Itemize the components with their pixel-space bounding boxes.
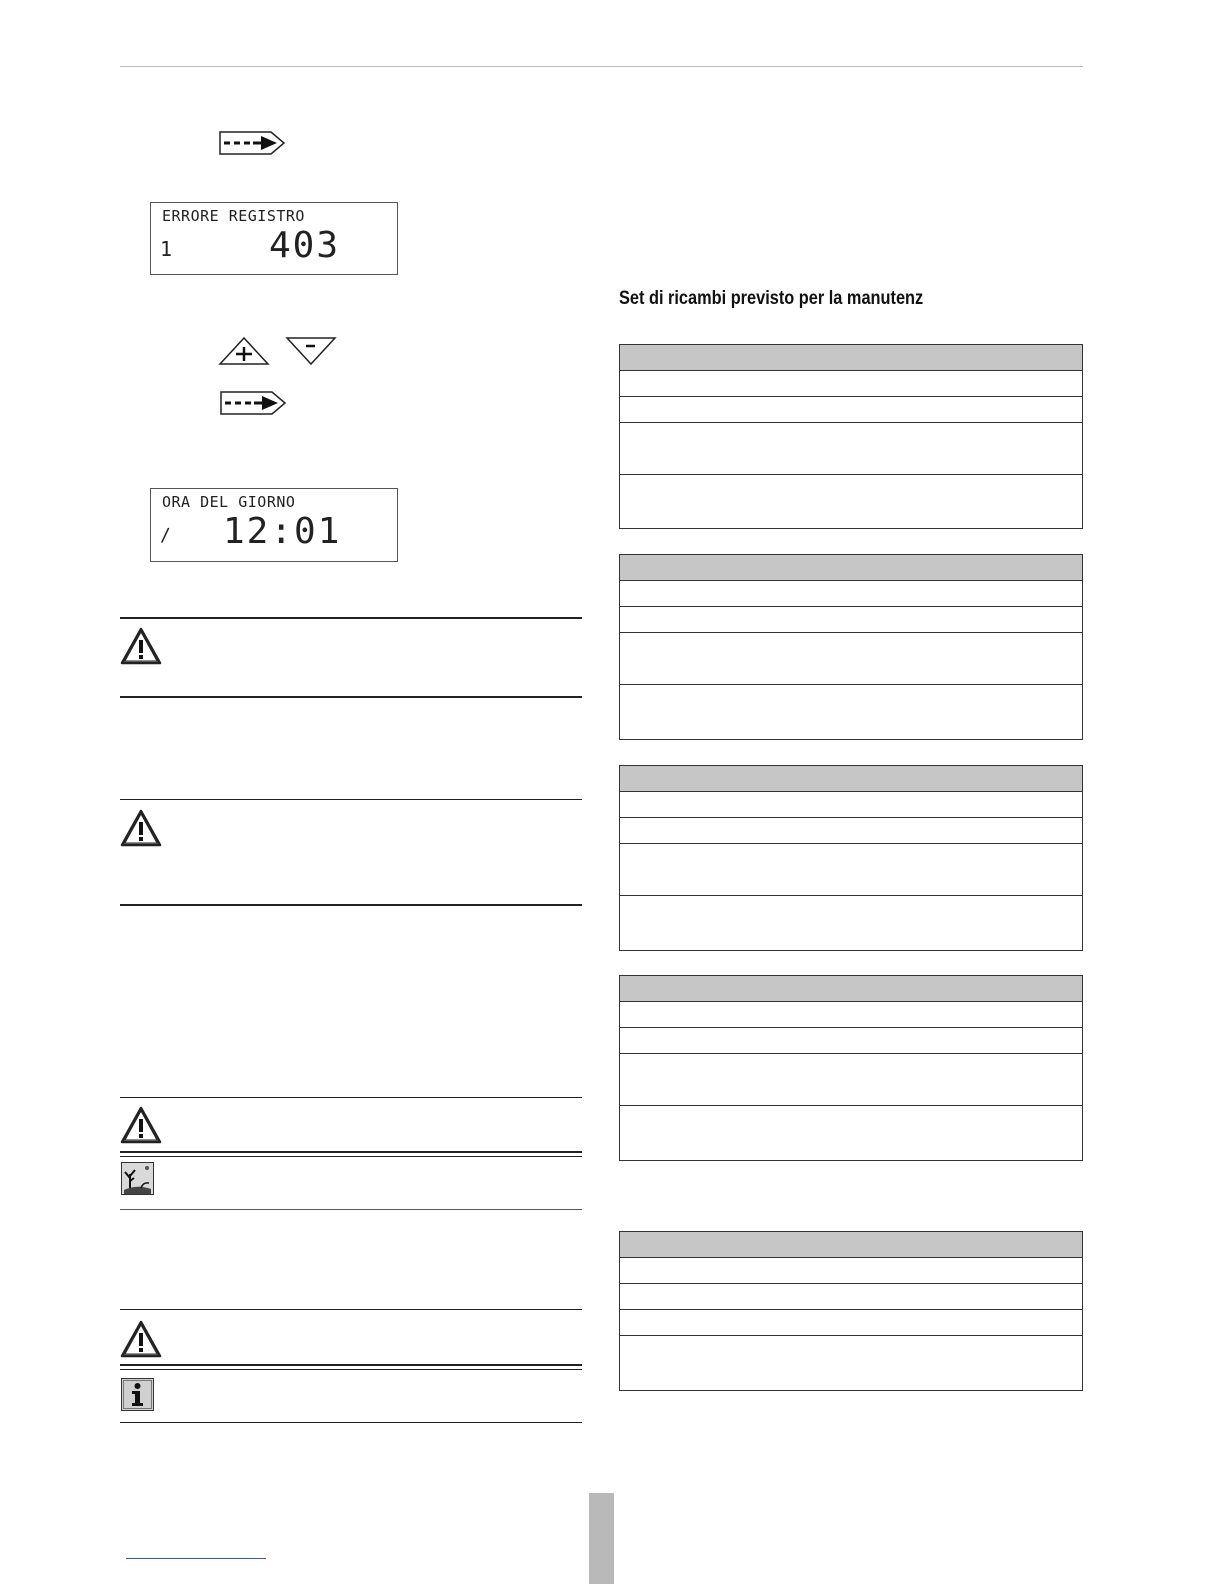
notice-rule [120,904,582,906]
notice-rule [120,1369,582,1370]
table-header [620,345,1082,370]
spare-parts-table [619,554,1083,740]
table-row [620,843,1082,895]
page-tab [589,1493,614,1584]
warning-triangle-icon [120,1320,162,1358]
spare-parts-table [619,344,1083,529]
table-row [620,1105,1082,1157]
section-title: Set di ricambi previsto per la manutenz [619,288,924,309]
footer-link[interactable] [126,1558,266,1559]
table-row [620,396,1082,422]
table-row [620,474,1082,526]
table-row [620,632,1082,684]
header-rule [120,66,1083,67]
info-icon [121,1378,154,1411]
notice-rule [120,799,582,800]
minus-key-icon[interactable] [285,336,337,366]
next-arrow-key-icon[interactable] [219,131,285,155]
table-header [620,766,1082,791]
spare-parts-table [619,765,1083,951]
notice-rule [120,696,582,698]
display-title: ORA DEL GIORNO [162,493,296,511]
notice-rule [120,1156,582,1157]
notice-rule [120,1151,582,1153]
notice-rule [120,1097,582,1098]
table-row [620,1001,1082,1027]
display-value: 403 [269,225,341,266]
notice-rule [120,617,582,619]
table-row [620,606,1082,632]
display-indicator: ∕ [160,525,171,546]
plus-key-icon[interactable] [218,336,270,366]
table-row [620,580,1082,606]
table-header [620,976,1082,1001]
table-row [620,1309,1082,1335]
table-row [620,1257,1082,1283]
notice-rule [120,1209,582,1210]
notice-rule [120,1364,582,1366]
spare-parts-table [619,975,1083,1161]
table-row [620,370,1082,396]
warning-triangle-icon [120,1106,162,1144]
table-row [620,684,1082,736]
display-value: 12:01 [223,511,342,552]
table-header [620,555,1082,580]
table-row [620,1283,1082,1309]
environment-icon [121,1162,154,1195]
table-row [620,1335,1082,1361]
table-row [620,895,1082,947]
next-arrow-key-icon[interactable] [220,391,286,415]
table-row [620,817,1082,843]
display-index: 1 [160,237,173,261]
warning-triangle-icon [120,809,162,847]
display-title: ERRORE REGISTRO [162,207,305,225]
table-row [620,422,1082,474]
warning-triangle-icon [120,627,162,665]
table-row [620,1027,1082,1053]
error-log-display [150,202,398,275]
time-of-day-display [150,488,398,562]
table-header [620,1232,1082,1257]
notice-rule [120,1422,582,1423]
table-row [620,791,1082,817]
notice-rule [120,1309,582,1310]
table-row [620,1053,1082,1105]
spare-parts-table [619,1231,1083,1391]
